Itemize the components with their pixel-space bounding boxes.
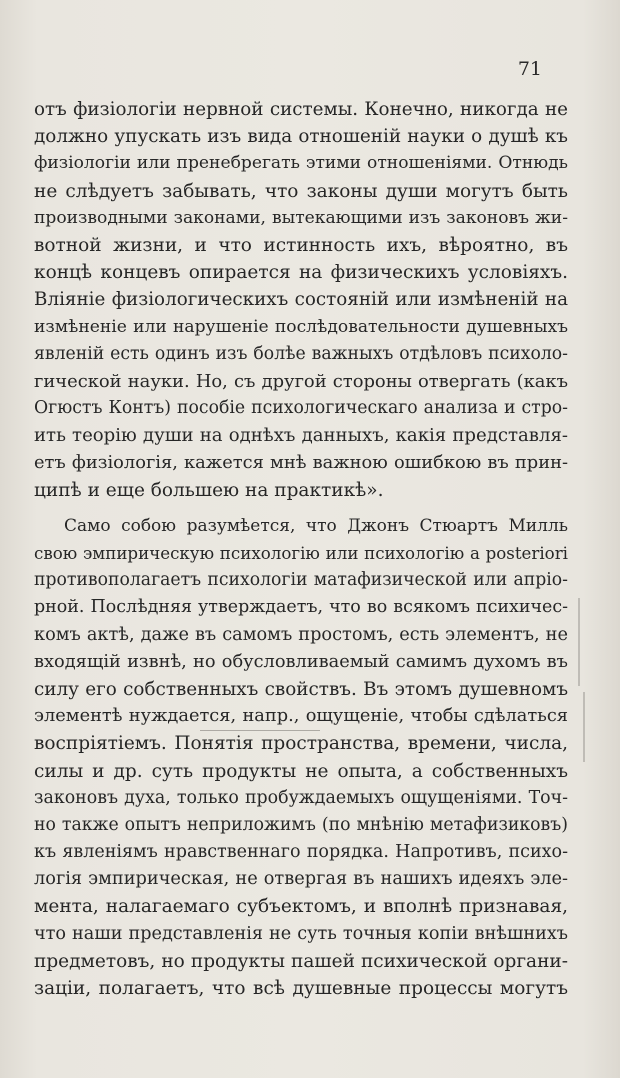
text-line: заціи, полагаетъ, что всѣ душевные процессы могутъ — [34, 978, 568, 999]
text-line: противополагаетъ психологіи матафизической или апріо- — [34, 570, 568, 591]
text-line: гической науки. Но, съ другой стороны отвергать (какъ — [34, 370, 568, 392]
text-line: явленій есть одинъ изъ болѣе важныхъ отдѣловъ психоло- — [34, 343, 568, 364]
page-number: 71 — [517, 58, 542, 80]
paragraph-2 — [34, 513, 568, 1002]
text-line: элементѣ нуждается, напр., ощущеніе, чтобы сдѣлаться — [34, 706, 568, 727]
text-line: ципѣ и еще большею на практикѣ». — [34, 479, 384, 501]
text-line: воспріятіемъ. Понятія пространства, времени, числа, — [34, 733, 568, 755]
margin-pencil-mark — [583, 692, 585, 762]
paragraph-gap — [34, 504, 568, 513]
text-line: вотной жизни, и что истинность ихъ, вѣроятно, въ — [34, 234, 568, 256]
text-line: законовъ духа, только пробуждаемыхъ ощущеніями. Точ- — [34, 787, 568, 808]
body-text — [34, 96, 568, 1002]
text-line: мента, налагаемаго субъектомъ, и вполнѣ признавая, — [34, 896, 568, 918]
text-line: ить теорію души на однѣхъ данныхъ, какія представля- — [34, 425, 568, 447]
text-line: рной. Послѣдняя утверждаетъ, что во всякомъ психичес- — [34, 597, 568, 618]
text-line: силы и др. суть продукты не опыта, а собственныхъ — [34, 760, 568, 782]
text-line: силу его собственныхъ свойствъ. Въ этомъ душевномъ — [34, 678, 568, 700]
text-line: предметовъ, но продукты пашей психической органи- — [34, 950, 568, 972]
text-line: логія эмпирическая, не отвергая въ нашихъ идеяхъ эле- — [34, 869, 568, 890]
text-line: физіологіи или пренебрегать этими отношеніями. Отнюдь — [34, 153, 568, 174]
text-line: къ явленіямъ нравственнаго порядка. Напротивъ, психо- — [34, 842, 568, 863]
text-line: отъ физіологіи нервной системы. Конечно, никогда не — [34, 99, 568, 120]
text-line: свою эмпирическую психологію или психологію a posteriori — [34, 544, 568, 563]
text-line: должно упускать изъ вида отношеній науки о душѣ къ — [34, 126, 568, 148]
text-line: Само собою разумѣется, что Джонъ Стюартъ Милль — [64, 515, 568, 536]
underline-mark — [200, 730, 320, 731]
text-line: Вліяніе физіологическихъ состояній или измѣненій на — [34, 289, 568, 311]
text-line: входящій извнѣ, но обусловливаемый самимъ духомъ въ — [34, 651, 568, 672]
text-line: не слѣдуетъ забывать, что законы души могутъ быть — [34, 180, 568, 202]
paragraph-1 — [34, 96, 568, 504]
text-line: измѣненіе или нарушеніе послѣдовательности душевныхъ — [34, 316, 568, 337]
text-line: комъ актѣ, даже въ самомъ простомъ, есть элементъ, не — [34, 624, 568, 645]
text-line: Огюстъ Контъ) пособіе психологическаго анализа и стро- — [34, 398, 568, 419]
text-line: но также опытъ неприложимъ (по мнѣнію метафизиковъ) — [34, 814, 568, 835]
text-line: производными законами, вытекающими изъ законовъ жи- — [34, 207, 568, 228]
text-line: концѣ концевъ опирается на физическихъ условіяхъ. — [34, 262, 568, 284]
margin-pencil-mark — [578, 598, 580, 686]
text-line: что наши представленія не суть точныя копіи внѣшнихъ — [34, 923, 568, 944]
text-line: етъ физіологія, кажется мнѣ важною ошибкою въ прин- — [34, 452, 568, 474]
